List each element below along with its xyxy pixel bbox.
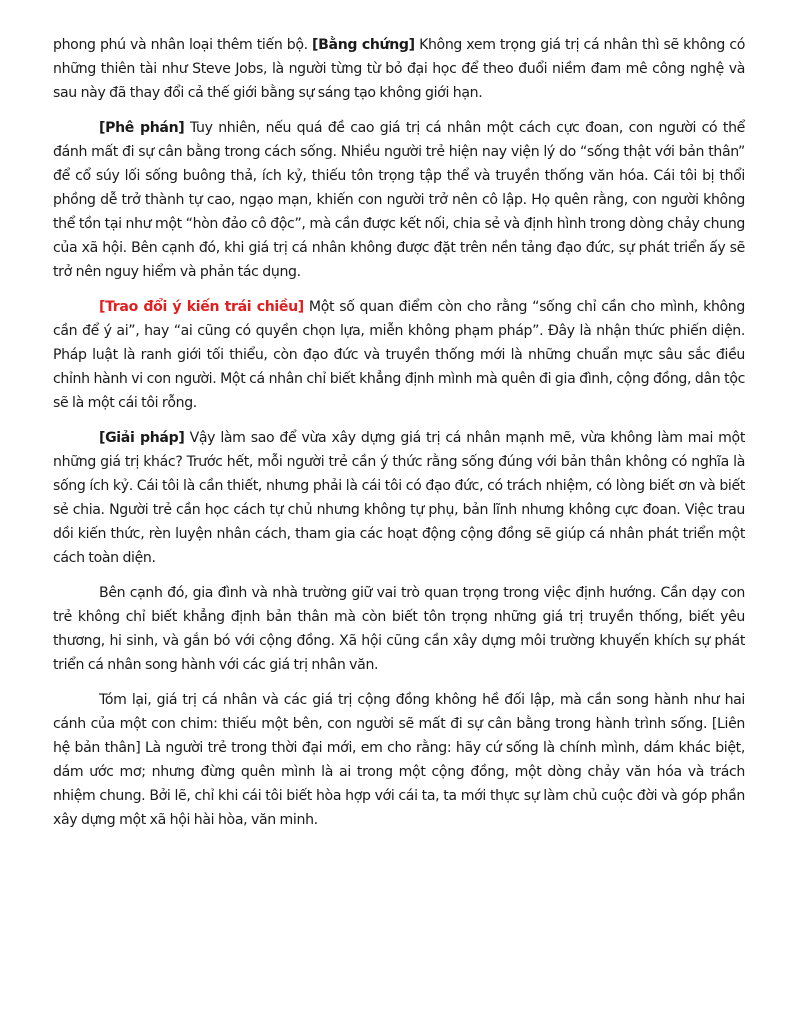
paragraph-text: Không xem trọng giá trị cá nhân thì sẽ không có những thiên tài như Steve Jobs, là người từng từ bỏ đại học để theo đuổi niềm đam mê công nghệ và sau này đã thay đổi cả thế giới bằng sự sáng tạo không giới hạn. [53,37,746,101]
counterargument-tag: [Trao đổi ý kiến trái chiều] [99,299,304,315]
paragraph-text: Tuy nhiên, nếu quá đề cao giá trị cá nhân một cách cực đoan, con người có thể đánh mất đi sự cân bằng trong cách sống. Nhiều người trẻ hiện nay viện lý do “sống thật với bản thân” để cổ súy lối sống buông thả, ích kỷ, thiếu tôn trọng tập thể và truyền thống văn hóa. Cái tôi bị thổi phồng dễ trở thành tự cao, ngạo mạn, khiến con người trở nên cô lập. Họ quên rằng, con người không thể tồn tại như một “hòn đảo cô độc”, mà cần được kết nối, chia sẻ và định hình trong dòng chảy chung của xã hội. Bên cạnh đó, khi giá trị cá nhân không được đặt trên nền tảng đạo đức, sự phát triển ấy sẽ trở nên nguy hiểm và phản tác dụng. [53,120,745,280]
paragraph-criticism [53,116,745,284]
paragraph-evidence [53,33,745,105]
paragraph-counterargument [53,295,745,415]
paragraph-solution [53,426,745,570]
paragraph-text: phong phú và nhân loại thêm tiến bộ. [53,37,313,53]
paragraph-text: Bên cạnh đó, gia đình và nhà trường giữ vai trò quan trọng trong việc định hướng. Cần dạy con trẻ không chỉ biết khẳng định bản thân mà còn biết tôn trọng những giá trị truyền thống, biết yêu thương, hi sinh, và gắn bó với cộng đồng. Xã hội cũng cần xây dựng môi trường khuyến khích sự phát triển cá nhân song hành với các giá trị nhân văn. [53,585,745,673]
document-page [53,33,745,843]
solution-tag: [Giải pháp] [99,430,185,446]
criticism-tag: [Phê phán] [99,120,185,136]
paragraph-text: Một số quan điểm còn cho rằng “sống chỉ cần cho mình, không cần để ý ai”, hay “ai cũng có quyền chọn lựa, miễn không phạm pháp”. Đây là nhận thức phiến diện. Pháp luật là ranh giới tối thiểu, còn đạo đức và truyền thống mới là những chuẩn mực sâu sắc điều chỉnh hành vi con người. Một cá nhân chỉ biết khẳng định mình mà quên đi gia đình, cộng đồng, dân tộc sẽ là một cái tôi rỗng. [53,299,745,411]
paragraph-conclusion [53,688,745,832]
paragraph-family-school [53,581,745,677]
paragraph-text: Vậy làm sao để vừa xây dựng giá trị cá nhân mạnh mẽ, vừa không làm mai một những giá trị khác? Trước hết, mỗi người trẻ cần ý thức rằng sống đúng với bản thân không có nghĩa là sống ích kỷ. Cái tôi là cần thiết, nhưng phải là cái tôi có đạo đức, có trách nhiệm, có lòng biết ơn và biết sẻ chia. Người trẻ cần học cách tự chủ nhưng không tự phụ, bản lĩnh nhưng không cực đoan. Việc trau dồi kiến thức, rèn luyện nhân cách, tham gia các hoạt động cộng đồng sẽ giúp cá nhân phát triển một cách toàn diện. [53,430,745,566]
paragraph-text: Tóm lại, giá trị cá nhân và các giá trị cộng đồng không hề đối lập, mà cần song hành như hai cánh của một con chim: thiếu một bên, con người sẽ mất đi sự cân bằng trong hành trình sống. [Liên hệ bản thân] Là người trẻ trong thời đại mới, em cho rằng: hãy cứ sống là chính mình, dám khác biệt, dám ước mơ; nhưng đừng quên mình là ai trong một cộng đồng, một dòng chảy văn hóa và trách nhiệm chung. Bởi lẽ, chỉ khi cái tôi biết hòa hợp với cái ta, ta mới thực sự làm chủ cuộc đời và góp phần xây dựng một xã hội hài hòa, văn minh. [53,692,745,828]
evidence-tag: [Bằng chứng] [312,37,415,53]
